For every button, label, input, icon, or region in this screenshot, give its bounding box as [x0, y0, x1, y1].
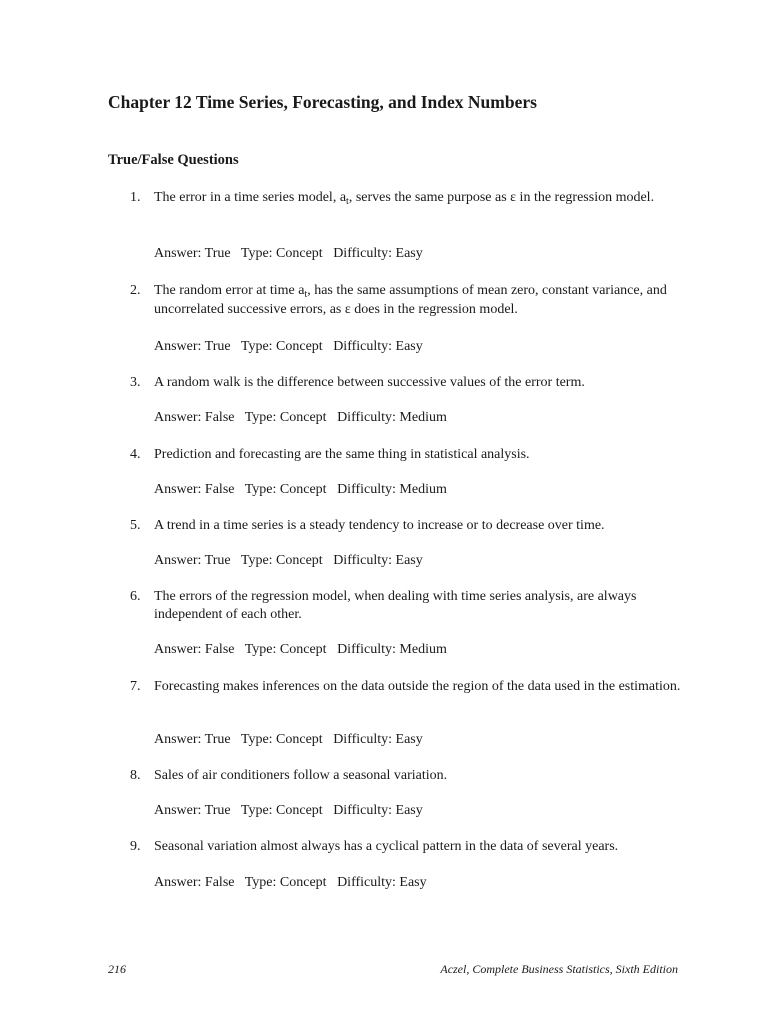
question-number: 1.	[130, 190, 141, 205]
question-text: Sales of air conditioners follow a seasonal variation.	[154, 768, 448, 783]
answer-line: Answer: False Type: Concept Difficulty: Easy	[154, 875, 427, 890]
question-text: The error in a time series model, $a_t$, serves the same purpose as ε in the regression model.	[154, 190, 655, 207]
question-text: The errors of the regression model, when dealing with time series analysis, are always independent of each other.	[154, 589, 637, 622]
answer-line: Answer: True Type: Concept Difficulty: Easy	[154, 339, 423, 354]
answer-line: Answer: True Type: Concept Difficulty: Easy	[154, 803, 423, 818]
question-text: Forecasting makes inferences on the data outside the region of the data used in the estimation.	[154, 679, 681, 694]
page-title: Chapter 12 Time Series, Forecasting, and Index Numbers	[108, 92, 537, 112]
question-number: 3.	[130, 375, 141, 390]
question-number: 4.	[130, 447, 141, 462]
answer-line: Answer: True Type: Concept Difficulty: Easy	[154, 246, 423, 261]
answer-line: Answer: False Type: Concept Difficulty: Medium	[154, 482, 447, 497]
question-number: 8.	[130, 768, 141, 783]
question-number: 6.	[130, 589, 141, 604]
question-number: 2.	[130, 283, 141, 298]
question-text: A random walk is the difference between successive values of the error term.	[154, 375, 585, 390]
answer-line: Answer: False Type: Concept Difficulty: Medium	[154, 410, 447, 425]
question-text: Prediction and forecasting are the same thing in statistical analysis.	[154, 447, 530, 462]
answer-line: Answer: True Type: Concept Difficulty: Easy	[154, 732, 423, 747]
answer-line: Answer: True Type: Concept Difficulty: Easy	[154, 553, 423, 568]
footer-book-title: Aczel, Complete Business Statistics, Sixth Edition	[440, 962, 678, 976]
question-text: Seasonal variation almost always has a cyclical pattern in the data of several years.	[154, 839, 619, 854]
question-number: 5.	[130, 518, 141, 533]
section-heading: True/False Questions	[108, 152, 239, 168]
answer-line: Answer: False Type: Concept Difficulty: Medium	[154, 642, 447, 657]
footer-page-number: 216	[108, 962, 126, 976]
question-text: The random error at time $a_t$, has the same assumptions of mean zero, constant variance, and uncorrelated successive errors, as ε does in the regression model.	[154, 283, 667, 317]
question-text: A trend in a time series is a steady tendency to increase or to decrease over time.	[154, 518, 605, 533]
question-number: 7.	[130, 679, 141, 694]
question-number: 9.	[130, 839, 141, 854]
